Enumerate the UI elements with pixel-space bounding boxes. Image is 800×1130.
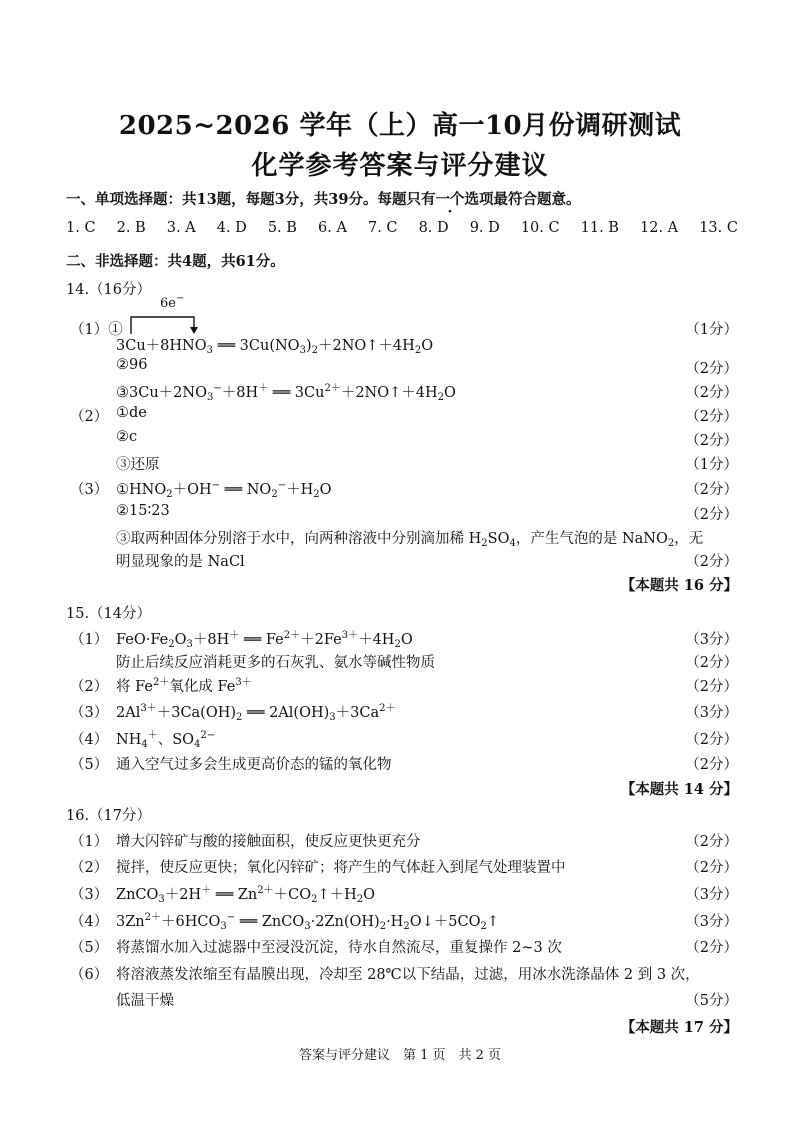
mc-answer: 7. C (367, 220, 398, 236)
points: （2分） (685, 361, 738, 377)
points: （2分） (685, 409, 738, 425)
mc-answer: 4. D (216, 220, 247, 236)
points: （2分） (685, 507, 738, 523)
points: （3分） (685, 632, 738, 648)
emphasis-text: 一个 (435, 191, 465, 208)
q15-total: 【本题共 14 分】 (620, 781, 738, 798)
q14-1-1-equation: $3Cu+8HNO_3$ ══ $3Cu(NO_3)_2+2NO↑+4H_2O$ (116, 338, 434, 356)
q14-heading: 14.（16分） (66, 282, 152, 298)
q14-2-2: ②c (116, 429, 138, 445)
mc-answer: 3. A (166, 220, 196, 236)
q14-3-3-line2: 明显现象的是 NaCl (116, 554, 245, 570)
answer-sheet-page: 2025~2026 学年（上）高一10月份调研测试 化学参考答案与评分建议 一、单项选择题：共13题，每题3分，共39分。每题只有一个选项最符合题意。 1. C 2. B 3. A 4. D 5. B 6. A 7. C 8. D 9. D 10. C 11. B 12. A 13. C 二、非选择题：共4题，共61分。 14.（16分） 6e− （1）① （1分） $3Cu+8HNO_3$ ══ $3Cu(NO_3)_2+2NO↑+4H_2O$ ②96 （2分） $③3Cu+2NO_3^-+8H^+$ ══ $3Cu^{2+}+2NO↑+4H_2O$ （2分） （2） ①de （2分） ②c （2分） ③还原 （1分） （3） $①HNO_2+OH^-$ ══ $NO_2^-+H_2O$ （2分） ②15∶23 （2分） ③取两种固体分别溶于水中，向两种溶液中分别滴加稀 $H_2SO_4$，产生气泡的是 NaNO$_2$，无 明显现象的是 NaCl （2分） 【本题共 16 分】 15.（14分） （1） $FeO\cdot Fe_2O_3+8H^+$ ══ $Fe^{2+}+2Fe^{3+}+4H_2O$ （3分） 防止后续反应消耗更多的石灰乳、氨水等碱性物质 （2分） （2） 将 $Fe^{2+}$氧化成 $Fe^{3+}$ （2分） （3） $2Al^{3+}+3Ca(OH)_2$ ══ $2Al(OH)_3+3Ca^{2+}$ （3分） （4） $NH_4^+$、$SO_4^{2-}$ （2分） （5） 通入空气过多会生成更高价态的锰的氧化物 （2分） 【本题共 14 分】 16.（17分） （1） 增大闪锌矿与酸的接触面积，使反应更快更充分 （2分） （2） 搅拌，使反应更快；氧化闪锌矿；将产生的气体赶入到尾气处理装置中 （2分） （3） ZnCO$_3$＋2H＋ ══ $Zn^{2+}+CO_2↑+H_2O$ （3分） （4） $3Zn^{2+}+6HCO_3^-$ ══ $ZnCO_3\cdot 2Zn(OH)_2\cdot H_2O↓+5CO_2↑$ （3分） （5） 将蒸馏水加入过滤器中至浸没沉淀，待水自然流尽，重复操作 2~3 次 （2分） （6） 将溶液蒸发浓缩至有晶膜出现，冷却至 28℃以下结晶，过滤，用冰水洗涤晶体 2 到 3 次， 低温干燥 （5分） 【本题共 17 分】 答案与评分建议 第 1 页 共 2 页 (0, 0, 800, 1130)
points: （2分） (685, 679, 738, 695)
q15-1-b: 防止后续反应消耗更多的石灰乳、氨水等碱性物质 (116, 655, 435, 671)
mc-answer: 1. C (66, 220, 96, 236)
points: （2分） (685, 757, 738, 773)
points: （2分） (685, 554, 738, 570)
q16-total: 【本题共 17 分】 (620, 1019, 738, 1036)
q16-6-b: 低温干燥 (116, 993, 174, 1009)
q14-1-2: ②96 (116, 357, 148, 373)
points: （3分） (685, 887, 738, 903)
mc-answer: 6. A (318, 220, 347, 236)
points: （2分） (685, 834, 738, 850)
points: （2分） (685, 433, 738, 449)
page-footer: 答案与评分建议 第 1 页 共 2 页 (298, 1048, 502, 1063)
q15-heading: 15.（14分） (66, 606, 152, 622)
q14-total: 【本题共 16 分】 (620, 577, 738, 594)
points: （1分） (685, 457, 738, 473)
part2-heading: 二、非选择题：共4题，共61分。 (66, 253, 285, 270)
part1-heading: 一、单项选择题：共13题，每题3分，共39分。每题只有一个选项最符合题意。 (66, 191, 581, 208)
points: （2分） (685, 385, 738, 401)
mc-answer: 13. C (699, 220, 738, 236)
points: （3分） (685, 914, 738, 930)
q14-2-3: ③还原 (116, 457, 160, 473)
mc-answer: 5. B (267, 220, 297, 236)
page-title: 2025~2026 学年（上）高一10月份调研测试 (118, 111, 682, 141)
points: （1分） (685, 322, 738, 338)
mc-answer: 2. B (116, 220, 146, 236)
points: （2分） (685, 655, 738, 671)
page-subtitle: 化学参考答案与评分建议 (251, 151, 549, 181)
mc-answer: 8. D (418, 220, 449, 236)
q14-3-2: ②15∶23 (116, 503, 170, 519)
mc-answer: 12. A (640, 220, 679, 236)
q16-heading: 16.（17分） (66, 808, 152, 824)
points: （2分） (685, 940, 738, 956)
q14-3-3: ③取两种固体分别溶于水中，向两种溶液中分别滴加稀 $H_2SO_4$，产生气泡的是 NaNO$_2$，无 (116, 531, 704, 549)
points: （2分） (685, 732, 738, 748)
electron-transfer-arrow (128, 312, 208, 334)
mc-answer: 11. B (580, 220, 619, 236)
mc-answer: 10. C (520, 220, 560, 236)
points: （3分） (685, 705, 738, 721)
points: （2分） (685, 482, 738, 498)
points: （5分） (685, 993, 738, 1009)
mc-answers (66, 220, 738, 236)
mc-answer: 9. D (469, 220, 500, 236)
electron-label: 6e− (160, 293, 185, 311)
points: （2分） (685, 860, 738, 876)
q14-1-3: $③3Cu+2NO_3^-+8H^+$ ══ $3Cu^{2+}+2NO↑+4H_2O$ (116, 383, 456, 403)
